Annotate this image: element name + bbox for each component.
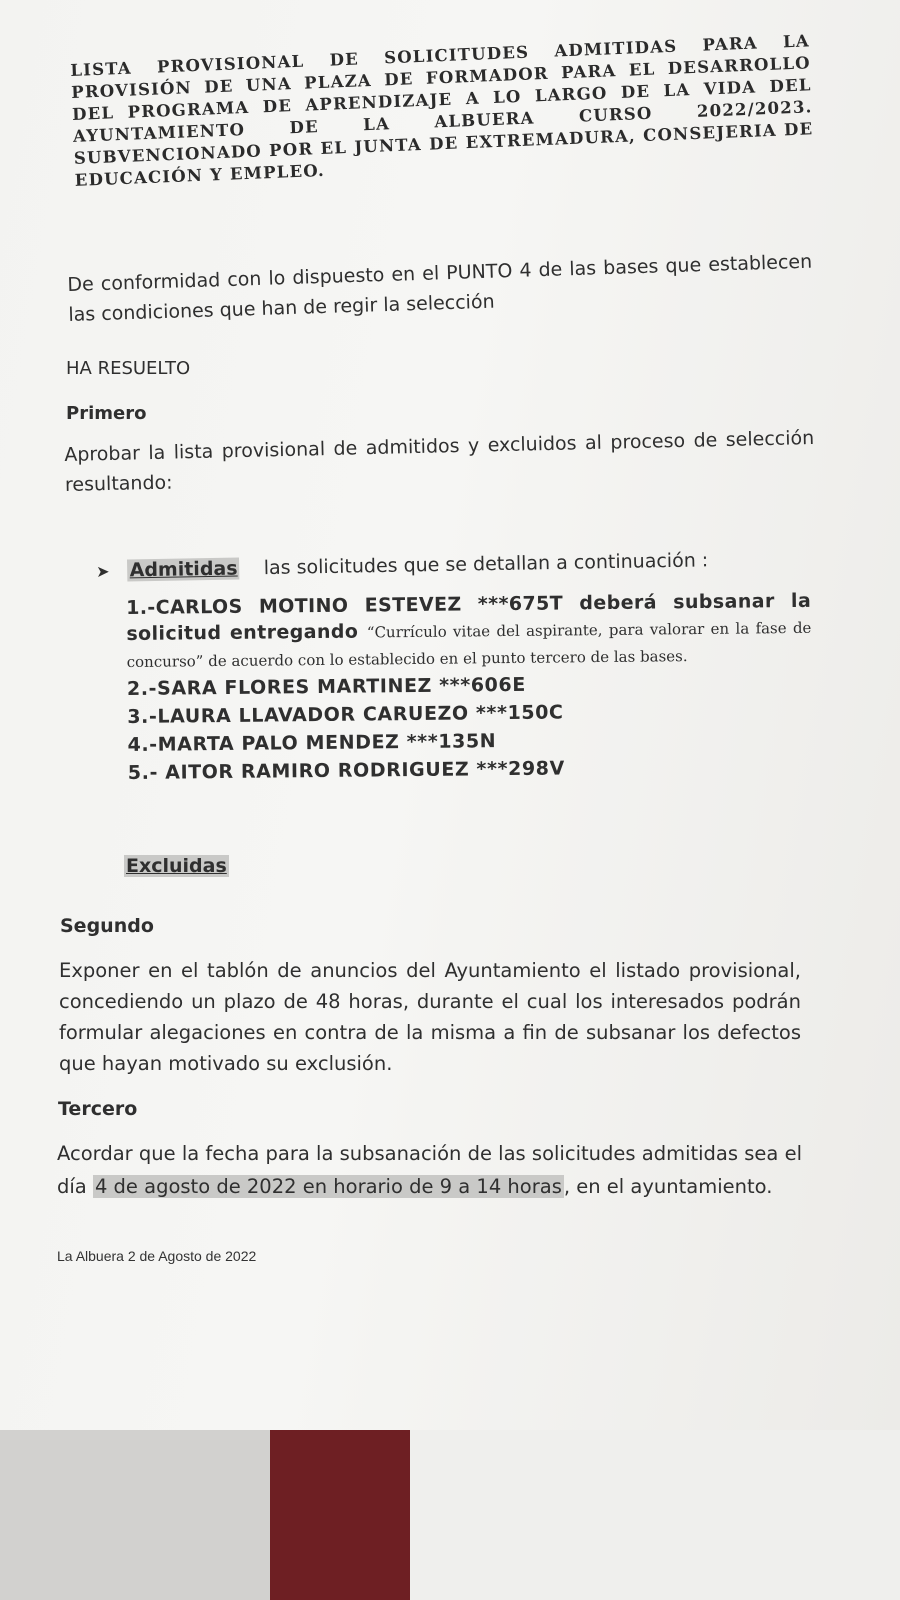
segundo-paragraph: Exponer en el tablón de anuncios del Ayuntamiento el listado provisional, concediendo un plazo de 48 horas, durante el cual los interesados podrán formular alegaciones en contra de la misma a fin de subsanar los defectos que hayan motivado su exclusión. xyxy=(59,959,801,1075)
excluidas-label xyxy=(124,855,229,877)
section-heading-segundo: Segundo xyxy=(60,915,154,937)
admitidas-text: las solicitudes que se detallan a continuación : xyxy=(263,549,709,580)
arrow-bullet-icon: ➤ xyxy=(96,561,110,581)
list-item: 5.- AITOR RAMIRO RODRIGUEZ ***298V xyxy=(127,757,565,784)
admitted-list xyxy=(126,588,813,787)
section-heading-primero: Primero xyxy=(66,403,147,424)
signature-date: La Albuera 2 de Agosto de 2022 xyxy=(57,1248,257,1264)
list-item: 3.-LAURA LLAVADOR CARUEZO ***150C xyxy=(127,701,564,728)
primero-paragraph: Aprobar la lista provisional de admitidos y excluidos al proceso de selección resultando: xyxy=(64,426,815,496)
tercero-paragraph xyxy=(57,1137,802,1203)
tercero-date-highlight: 4 de agosto de 2022 en horario de 9 a 14 horas xyxy=(94,1175,562,1198)
admitidas-label: Admitidas xyxy=(129,557,238,582)
list-item: 2.-SARA FLORES MARTINEZ ***606E xyxy=(126,673,526,700)
list-item: 4.-MARTA PALO MENDEZ ***135N xyxy=(127,730,497,756)
admitidas-line xyxy=(96,549,708,582)
tercero-text-before: Acordar que la fecha para la subsanación de las solicitudes admitidas sea el día xyxy=(57,1142,802,1198)
document-title: LISTA PROVISIONAL DE SOLICITUDES ADMITIDAS PARA LA PROVISIÓN DE UNA PLAZA DE FORMADOR PARA EL DESARROLLO DEL PROGRAMA DE APRENDIZAJE A LO LARGO DE LA VIDA DEL AYUNTAMIENTO DE LA ALBUERA CURSO 2022/2023. SUBVENCIONADO POR EL JUNTA DE EXTREMADURA, CONSEJERIA DE EDUCACIÓN Y EMPLEO. xyxy=(70,31,814,190)
item1-bold-text: 1.-CARLOS MOTINO ESTEVEZ ***675T deberá subsanar la solicitud entregando xyxy=(126,589,812,645)
background-right xyxy=(410,1430,900,1600)
list-item xyxy=(126,588,812,675)
item1-note: “Currículo vitae del aspirante, para valorar en la fase de concurso” de acuerdo con lo establecido en el punto tercero de las bases. xyxy=(126,618,812,671)
background-dark-object xyxy=(270,1430,410,1600)
excluidas-label-text: Excluidas xyxy=(126,855,227,877)
background-left xyxy=(0,1430,270,1600)
section-heading-tercero: Tercero xyxy=(58,1098,138,1120)
tercero-text-after: , en el ayuntamiento. xyxy=(563,1175,773,1198)
intro-paragraph: De conformidad con lo dispuesto en el PUNTO 4 de las bases que establecen las condiciones que han de regir la selección xyxy=(67,250,813,326)
resolution-label: HA RESUELTO xyxy=(66,358,191,379)
